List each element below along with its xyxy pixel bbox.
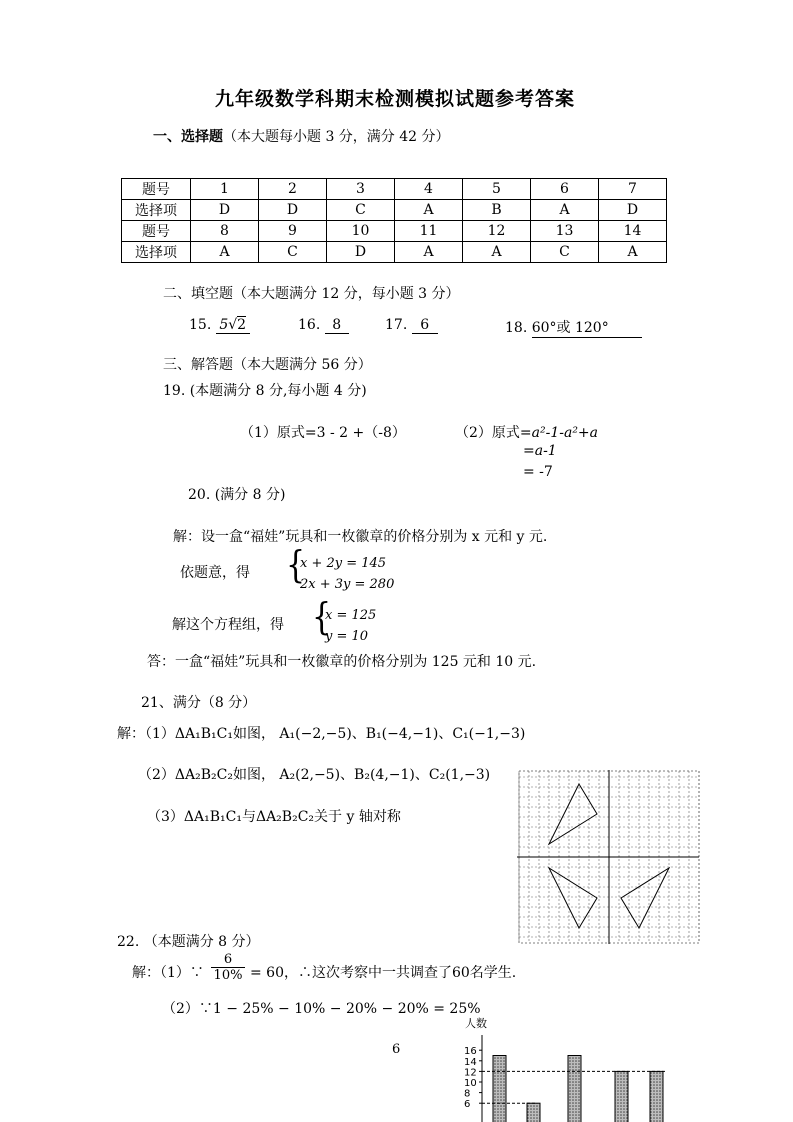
- chart-tick-label: 16: [464, 1046, 477, 1058]
- q20-line1: 解：设一盒“福娃”玩具和一枚徽章的价格分别为 x 元和 y 元.: [173, 529, 548, 545]
- q20-line3: 解这个方程组，得: [172, 617, 284, 633]
- bar-chart: [455, 1015, 695, 1122]
- q19-part2-label: （2）原式=: [455, 425, 532, 441]
- q21-line1: 解：（1）ΔA₁B₁C₁如图， A₁(−2,−5)、B₁(−4,−1)、C₁(−1,−3): [117, 726, 526, 742]
- fill-item-15: [189, 317, 250, 334]
- table-cell: A: [463, 242, 531, 263]
- table-row: [122, 221, 667, 242]
- table-cell: 10: [327, 221, 395, 242]
- section1-note: （本大题每小题 3 分，满分 42 分）: [223, 129, 450, 145]
- fill-number: 18.: [505, 320, 528, 336]
- table-cell: 6: [531, 179, 599, 200]
- table-cell: D: [327, 242, 395, 263]
- q21-line3: （3）ΔA₁B₁C₁与ΔA₂B₂C₂关于 y 轴对称: [147, 809, 401, 825]
- table-cell: C: [259, 242, 327, 263]
- answer-coefficient: 5: [219, 317, 229, 333]
- equation-2: 2x + 3y = 280: [300, 577, 395, 592]
- q21-heading: 21、满分（8 分）: [141, 695, 257, 711]
- q19-part2-step3: = -7: [523, 464, 553, 480]
- q19-part2-step2: =a-1: [523, 443, 557, 459]
- chart-bar: [568, 1056, 581, 1122]
- table-cell: 12: [463, 221, 531, 242]
- table-cell: 8: [191, 221, 259, 242]
- table-cell: 7: [599, 179, 667, 200]
- table-cell: A: [395, 242, 463, 263]
- fill-answer: [216, 317, 250, 334]
- section3-heading: 三、解答题（本大题满分 56 分）: [163, 357, 372, 373]
- sqrt-icon: √: [228, 317, 238, 333]
- page-number: 6: [392, 1042, 401, 1057]
- chart-bar: [493, 1056, 506, 1122]
- q22-line1-post: = 60，∴这次考察中一共调查了60名学生.: [250, 965, 517, 981]
- table-cell: D: [259, 200, 327, 221]
- chart-ylabel: 人数: [465, 1017, 487, 1030]
- chart-tick-label: 10: [464, 1078, 477, 1089]
- table-cell: A: [599, 242, 667, 263]
- table-cell: D: [191, 200, 259, 221]
- table-row: [122, 179, 667, 200]
- q20-answer: 答：一盒“福娃”玩具和一枚徽章的价格分别为 125 元和 10 元.: [147, 654, 537, 670]
- table-cell: 14: [599, 221, 667, 242]
- fraction: [211, 952, 245, 983]
- q20-line2: 依题意，得: [180, 565, 250, 581]
- section1-heading: 一、选择题: [153, 129, 223, 145]
- chart-bar: [527, 1103, 540, 1122]
- q22-line2: （2）∵1 − 25% − 10% − 20% − 20% = 25%: [162, 1001, 481, 1017]
- table-cell: 11: [395, 221, 463, 242]
- fill-answer: 6: [412, 317, 438, 334]
- table-cell: C: [531, 242, 599, 263]
- equation-1: x + 2y = 145: [300, 556, 387, 571]
- fill-number: 16.: [298, 317, 321, 333]
- section2-heading: 二、填空题（本大题满分 12 分，每小题 3 分）: [163, 286, 460, 302]
- table-cell: A: [191, 242, 259, 263]
- left-brace-icon: {: [286, 543, 306, 588]
- chart-bar: [650, 1071, 663, 1122]
- q22-line1-pre: 解：（1）∵: [132, 965, 204, 981]
- q19-part1: （1）原式=3 - 2 +（-8）: [240, 425, 406, 441]
- table-cell: A: [395, 200, 463, 221]
- fill-item-16: [298, 317, 349, 334]
- page-title: 九年级数学科期末检测模拟试题参考答案: [215, 88, 576, 110]
- table-row: [122, 200, 667, 221]
- chart-tick-label: 6: [464, 1099, 471, 1111]
- table-cell: B: [463, 200, 531, 221]
- chart-tick-label: 12: [464, 1067, 477, 1079]
- chart-tick-label: 8: [464, 1088, 471, 1100]
- table-cell: 选择项: [122, 200, 191, 221]
- solution-1: x = 125: [325, 608, 377, 623]
- table-cell: 4: [395, 179, 463, 200]
- table-cell: 3: [327, 179, 395, 200]
- fraction-numerator: 6: [223, 952, 233, 967]
- triangle-original: [549, 784, 597, 844]
- table-cell: 1: [191, 179, 259, 200]
- fill-number: 17.: [385, 317, 408, 333]
- table-cell: 题号: [122, 179, 191, 200]
- table-cell: D: [599, 200, 667, 221]
- section1-line: [153, 126, 450, 146]
- table-cell: 9: [259, 221, 327, 242]
- q19-part2: [455, 422, 598, 442]
- table-cell: 2: [259, 179, 327, 200]
- table-cell: 题号: [122, 221, 191, 242]
- table-cell: A: [531, 200, 599, 221]
- fill-answer: 60°或 120°: [532, 317, 642, 338]
- fraction-denominator: 10%: [211, 967, 245, 983]
- table-cell: 5: [463, 179, 531, 200]
- fill-item-18: [505, 317, 642, 338]
- chart-bar: [615, 1071, 628, 1122]
- fill-item-17: [385, 317, 438, 334]
- q22-heading: 22. （本题满分 8 分）: [117, 934, 260, 950]
- fill-number: 15.: [189, 317, 212, 333]
- q19-heading: 19. (本题满分 8 分,每小题 4 分): [163, 383, 367, 399]
- chart-tick-label: 14: [464, 1056, 477, 1068]
- fill-answer: 8: [325, 317, 349, 334]
- table-row: [122, 242, 667, 263]
- table-cell: 13: [531, 221, 599, 242]
- solution-2: y = 10: [325, 629, 369, 644]
- table-cell: 选择项: [122, 242, 191, 263]
- q19-part2-expr: a²-1-a²+a: [531, 425, 599, 441]
- q20-heading: 20. (满分 8 分): [188, 487, 286, 503]
- choice-answer-table: [121, 178, 667, 263]
- coordinate-grid-figure: [515, 768, 701, 944]
- table-cell: C: [327, 200, 395, 221]
- q21-line2: （2）ΔA₂B₂C₂如图， A₂(2,−5)、B₂(4,−1)、C₂(1,−3): [138, 767, 491, 783]
- radicand: 2: [237, 317, 247, 333]
- left-brace-icon: {: [312, 595, 332, 640]
